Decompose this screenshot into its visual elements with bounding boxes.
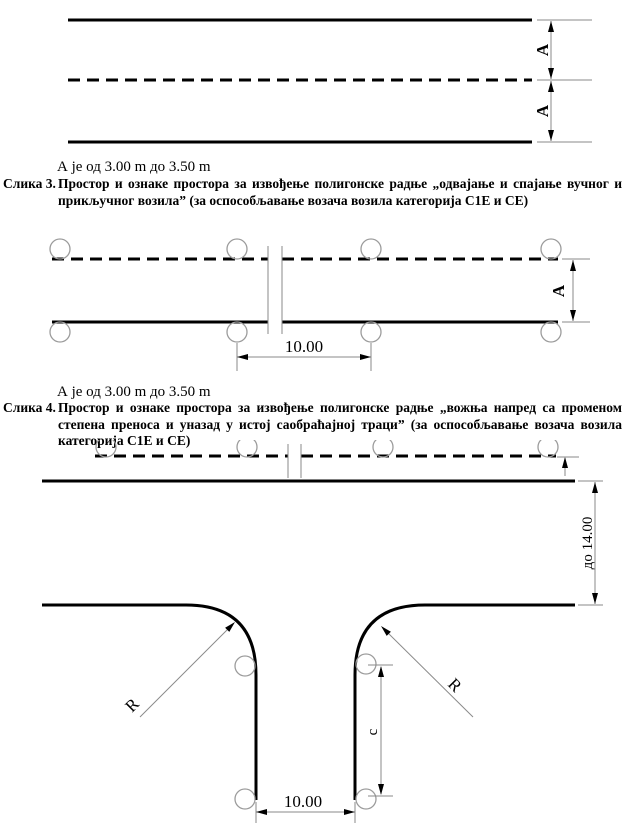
fig5-dim-gap-label: 10.00 xyxy=(283,792,323,811)
figure4-caption-text: Простор и ознаке простора за извођење полигонске радње „вожња напред са променом степена преноса и уназад у истој саобраћајној траци” (за оспособљавање возача возила категорија C1E и CE) xyxy=(58,400,622,448)
fig5-dim-c-label: c xyxy=(365,728,381,736)
figure3-caption-label: Слика 3. xyxy=(3,176,56,191)
figure3-caption xyxy=(3,176,624,209)
fig5-dashed-line-pointer xyxy=(557,457,579,476)
fig5-cone-markers-top xyxy=(96,440,558,457)
figure5-diagram xyxy=(0,440,627,830)
figure4-caption-label: Слика 4. xyxy=(3,400,56,415)
fig3-dim-a-upper-label: А xyxy=(533,43,552,57)
fig3-dimension-a-upper xyxy=(533,21,554,79)
fig5-radius-left xyxy=(121,622,235,717)
fig5-dimension-gap xyxy=(256,792,355,823)
fig5-radius-left-label: R xyxy=(121,694,143,716)
fig4-cone-markers-top xyxy=(50,239,561,259)
fig4-dimension-a xyxy=(549,259,590,322)
fig5-gap-markers xyxy=(288,444,301,478)
fig3-dim-a-lower-label: А xyxy=(533,104,552,118)
fig4-dim-gap-label: 10.00 xyxy=(284,337,324,356)
fig4-dim-a-label: А xyxy=(549,284,568,298)
fig5-radius-right xyxy=(381,626,473,717)
figure3-diagram xyxy=(0,0,627,160)
fig5-dimension-c xyxy=(365,665,393,796)
figure3-note: А је од 3.00 m до 3.50 m xyxy=(57,159,211,175)
fig4-dimension-gap xyxy=(237,337,371,371)
fig5-curb-left xyxy=(42,605,256,800)
fig3-dimension-extension-lines xyxy=(537,20,592,142)
fig4-gap-markers xyxy=(268,246,282,334)
figure4-note: А је од 3.00 m до 3.50 m xyxy=(57,384,211,400)
fig5-dim-depth-label: до 14.00 xyxy=(580,516,596,570)
fig5-dimension-depth xyxy=(578,481,603,605)
figure4-diagram xyxy=(0,230,627,385)
fig5-radius-right-label: R xyxy=(444,674,466,696)
figure3-caption-text: Простор и ознаке простора за извођење полигонске радње „одвајање и спајање вучног и прикључног возила” (за оспособљавање возача возила категорија C1E и CE) xyxy=(58,176,622,208)
fig3-dimension-a-lower xyxy=(533,81,554,141)
